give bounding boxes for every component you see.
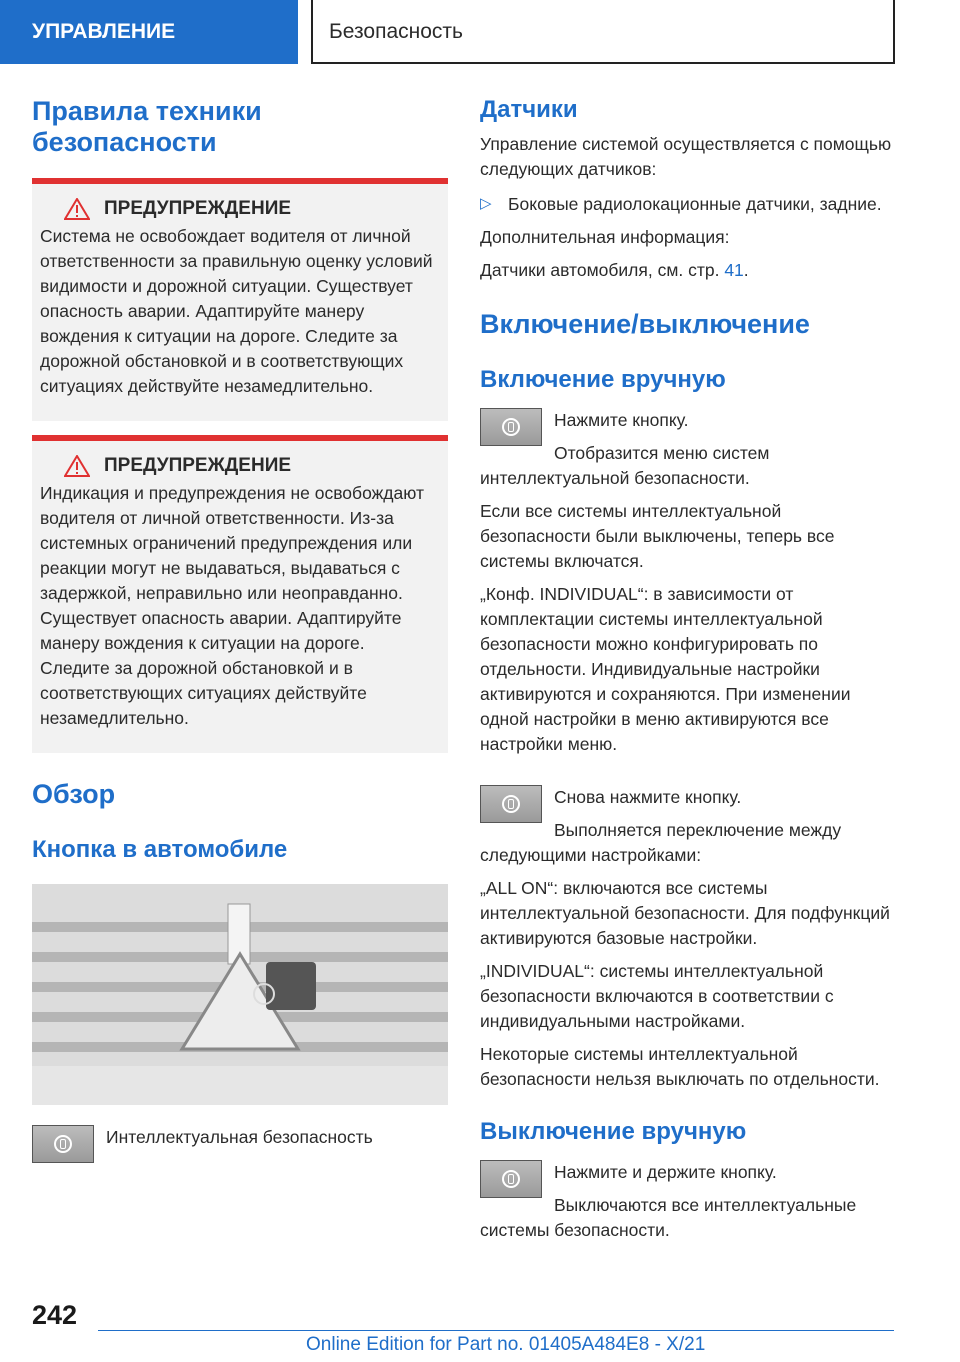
warning-label: ПРЕДУПРЕЖДЕНИЕ [104, 455, 292, 476]
list-item [480, 192, 896, 217]
ref-text: Датчики автомобиля, см. стр. [480, 260, 720, 280]
paragraph: „Конф. INDIVIDUAL“: в зависимости от комплектации системы интеллектуальной безопасности можно конфигурировать по отдельности. Индивидуальные настройки активируются и сохраняются. При изменении одной настройки в меню активируются все настройки меню. [480, 584, 851, 754]
on-off-title: Включение/выключение [480, 309, 810, 339]
right-column [480, 96, 896, 1243]
page-number: 242 [32, 1300, 78, 1330]
step-result: Выполняется переключение между следующими настройками: [480, 820, 842, 865]
manual-off-title: Выключение вручную [480, 1118, 747, 1145]
safety-rules-title: Правила техники безопасности [32, 96, 262, 157]
section-tab: УПРАВЛЕНИЕ [0, 0, 298, 64]
intelligent-safety-button-icon [32, 1125, 94, 1163]
manual-on-title: Включение вручную [480, 366, 726, 393]
intelligent-safety-button-icon [480, 408, 542, 446]
intelligent-safety-button-icon [480, 785, 542, 823]
more-info-label: Дополнительная информация: [480, 227, 730, 247]
paragraph: Если все системы интеллектуальной безопасности были выключены, теперь все системы включатся. [480, 501, 835, 571]
warning-text: Система не освобождает водителя от личной ответственности за правильную оценку условий видимости и дорожной ситуации. Существует опасность аварии. Адаптируйте манеру вождения к ситуации на дороге. Следите за дорожной обстановкой и в соответствующих ситуациях действуйте незамедлительно. [40, 226, 433, 396]
left-column [32, 96, 448, 1163]
step-result: Отобразится меню систем интеллектуальной безопасности. [480, 443, 770, 488]
warning-icon [64, 455, 90, 477]
step-text: Нажмите и держите кнопку. [554, 1162, 777, 1182]
page-link[interactable]: 41 [724, 260, 744, 280]
warning-box [32, 178, 448, 421]
intelligent-safety-button-icon [480, 1160, 542, 1198]
warning-icon [64, 198, 90, 220]
button-caption: Интеллектуальная безопасность [106, 1127, 373, 1147]
list-item-text: Боковые радиолокационные датчики, задние. [508, 194, 882, 214]
paragraph: Некоторые системы интеллектуальной безопасности нельзя выключать по отдельности. [480, 1044, 880, 1089]
warning-box [32, 435, 448, 753]
footer-divider [98, 1330, 894, 1331]
warning-text: Индикация и предупреждения не освобождают водителя от личной ответственности. Из-за системных ограничений предупреждения или реакции могут не выдаваться, выдаваться с задержкой, неправильно или неоправданно. Существует опасность аварии. Адаптируйте манеру вождения к ситуации на дороге. Следите за дорожной обстановкой и в соответствующих ситуациях действуйте незамедлительно. [40, 483, 425, 728]
paragraph: „ALL ON“: включаются все системы интеллектуальной безопасности. Для подфункций активируются базовые настройки. [480, 878, 890, 948]
step-result: Выключаются все интеллектуальные системы безопасности. [480, 1195, 857, 1240]
sensors-intro: Управление системой осуществляется с помощью следующих датчиков: [480, 134, 892, 179]
step-text: Нажмите кнопку. [554, 410, 689, 430]
step-text: Снова нажмите кнопку. [554, 787, 742, 807]
chapter-title: Безопасность [311, 0, 895, 64]
edition-text: Online Edition for Part no. 01405A484E8 - X/21 [306, 1334, 706, 1355]
warning-label: ПРЕДУПРЕЖДЕНИЕ [104, 198, 292, 219]
vehicle-button-photo [32, 884, 448, 1105]
sensors-title: Датчики [480, 96, 578, 123]
sensors-reference: Датчики автомобиля, см. стр. 41. [480, 260, 749, 280]
button-section-title: Кнопка в автомобиле [32, 836, 288, 863]
triangle-bullet-icon: ▷ [480, 195, 492, 212]
overview-title: Обзор [32, 779, 116, 809]
paragraph: „INDIVIDUAL“: системы интеллектуальной безопасности включаются в соответствии с индивидуальными настройками. [480, 961, 834, 1031]
